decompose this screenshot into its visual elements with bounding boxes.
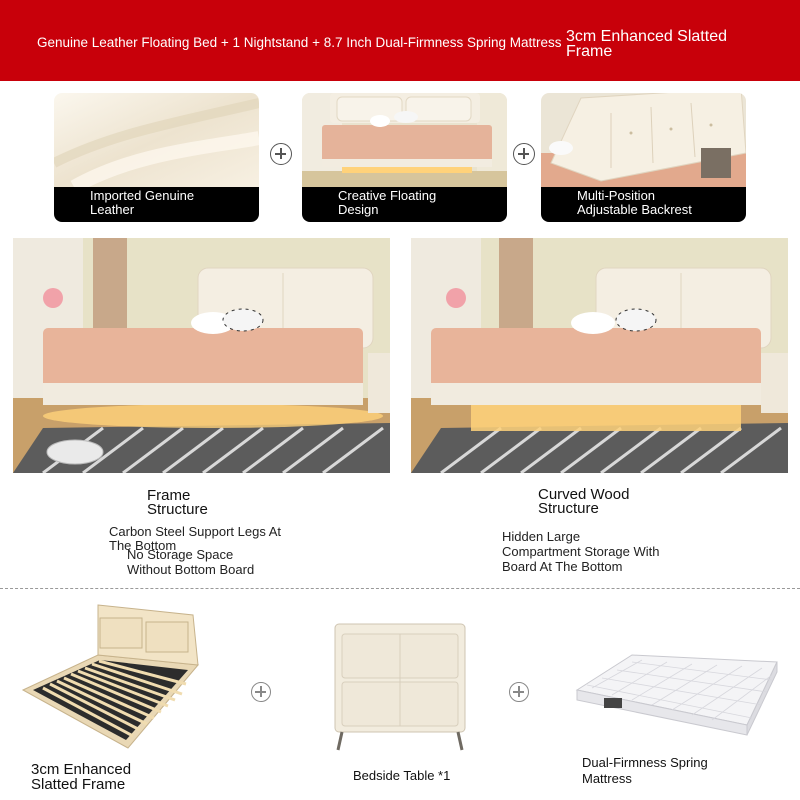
banner-right-text bbox=[566, 29, 766, 59]
feature-card-backrest bbox=[541, 93, 746, 222]
spring-mattress-image bbox=[572, 650, 782, 740]
feature-label-floating: Creative Floating Design bbox=[302, 187, 507, 222]
slatted-frame-image bbox=[18, 600, 203, 750]
bedside-table-image bbox=[330, 620, 470, 755]
product-label-slatted-frame: 3cm Enhanced Slatted Frame bbox=[31, 761, 132, 793]
plus-circle-icon bbox=[251, 682, 271, 702]
variant-title-frame: Frame Structure bbox=[147, 487, 208, 518]
plus-circle-icon bbox=[513, 143, 535, 165]
adjustable-backrest-image bbox=[541, 93, 746, 187]
feature-card-floating bbox=[302, 93, 507, 222]
variant-desc-frame-1: Carbon Steel Support Legs At The Bottom bbox=[109, 524, 282, 553]
variant-title-curved-wood: Curved Wood Structure bbox=[538, 486, 630, 517]
product-label-bedside-table: Bedside Table *1 bbox=[353, 768, 451, 783]
product-label-mattress: Dual-Firmness Spring Mattress bbox=[582, 755, 708, 786]
floating-bed-image bbox=[302, 93, 507, 187]
feature-card-leather bbox=[54, 93, 259, 222]
plus-circle-icon bbox=[509, 682, 529, 702]
feature-label-leather: Imported Genuine Leather bbox=[54, 187, 259, 222]
banner-right-line1: 3cm Enhanced Slatted bbox=[566, 28, 727, 45]
leather-texture-image bbox=[54, 93, 259, 187]
variant-desc-frame-2: No Storage Space Without Bottom Board bbox=[127, 547, 255, 577]
banner-title: Genuine Leather Floating Bed + 1 Nightstand + 8.7 Inch Dual-Firmness Spring Mattress bbox=[37, 35, 562, 50]
feature-label-backrest: Multi-Position Adjustable Backrest bbox=[541, 187, 746, 222]
section-divider bbox=[0, 588, 800, 589]
banner-right-line2: Frame bbox=[566, 43, 613, 60]
bed-photo-frame-structure bbox=[13, 238, 390, 473]
top-banner bbox=[0, 0, 800, 81]
variant-desc-curved-wood: Hidden Large Compartment Storage With Board At The Bottom bbox=[502, 529, 660, 574]
plus-circle-icon bbox=[270, 143, 292, 165]
bed-photo-curved-wood-structure bbox=[411, 238, 788, 473]
